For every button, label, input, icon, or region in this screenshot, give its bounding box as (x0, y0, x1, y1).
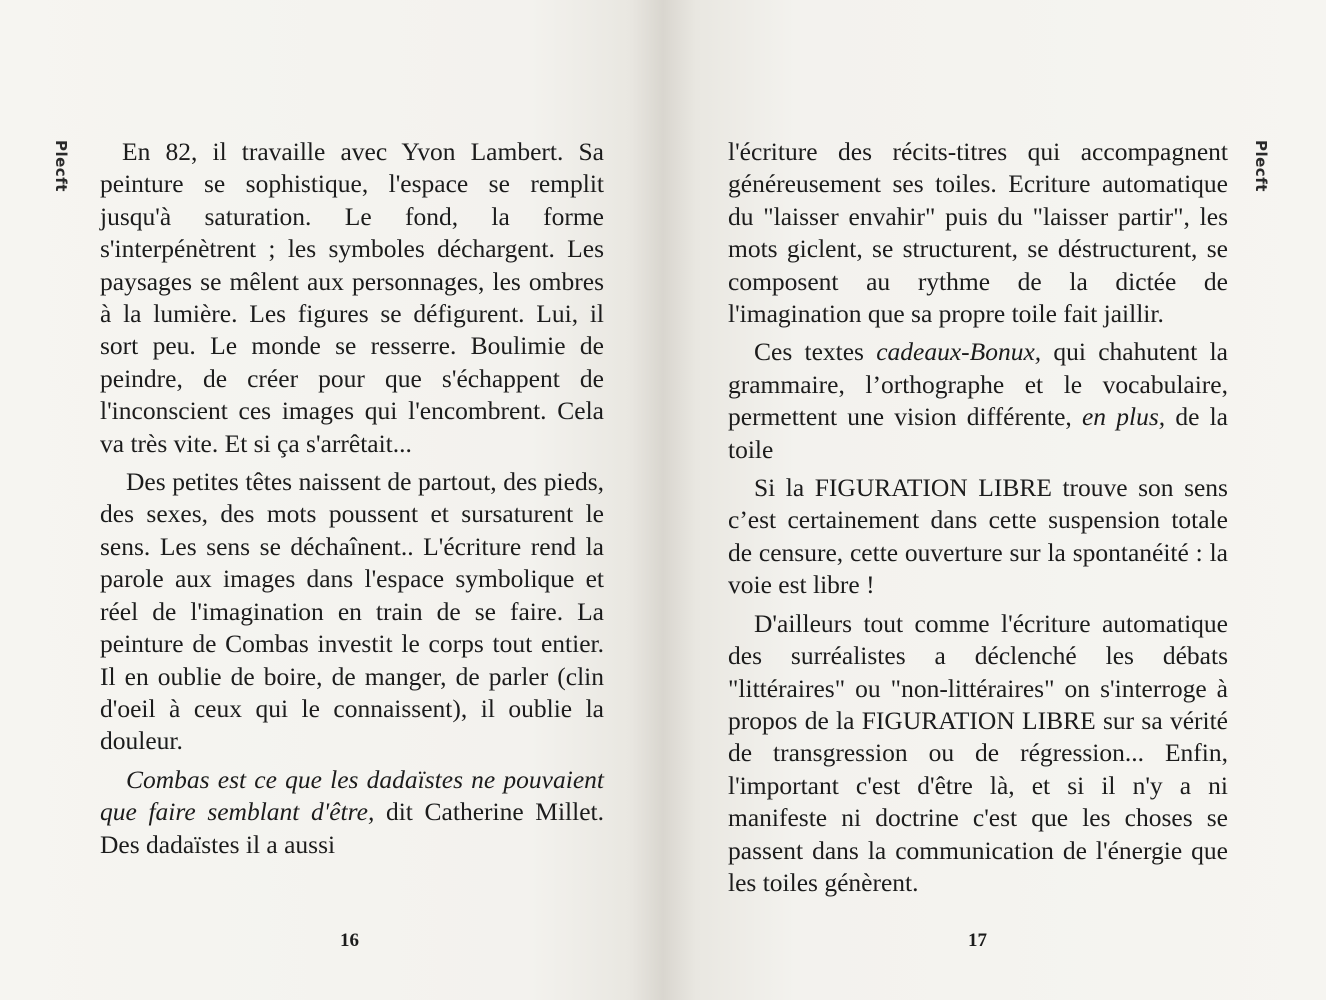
paragraph (728, 472, 1228, 602)
text-run: qui chahutent la grammaire, l’orthographe et le vocabulaire, permettent une vision différente, (728, 337, 1228, 432)
text-run: En 82, il travaille avec Yvon Lambert. Sa peinture se sophistique, l'espace se remplit jusqu'à saturation. Le fond, la forme s'interpénètrent ; les symboles déchargent. Les paysages se mêlent aux personnages, les ombres à la lumière. Les figures se défigurent. Lui, il sort peu. Le monde se resserre. Boulimie de peindre, de créer pour que s'échappent de l'inconscient ces images qui l'encombrent. Cela va très vite. Et si ça s'arrêtait... (100, 137, 604, 458)
text-run: Des petites têtes naissent de partout, des pieds, des sexes, des mots poussent et sursaturent le sens. Les sens se déchaînent.. L'écriture rend la parole aux images dans l'espace symbolique et réel de l'imagination en train de se faire. La peinture de Combas investit le corps tout entier. Il en oublie de boire, de manger, de parler (clin d'oeil à ceux qui le connaissent), il oublie la douleur. (100, 467, 604, 756)
left-text-block (100, 136, 604, 861)
paragraph (100, 136, 604, 460)
paragraph (728, 136, 1228, 330)
paragraph (728, 336, 1228, 466)
page-number: 17 (968, 930, 987, 951)
page-number: 16 (340, 930, 359, 951)
running-head-left: Plecft (52, 140, 70, 192)
right-text-block (728, 136, 1228, 899)
running-head-right: Plecft (1252, 140, 1270, 192)
text-run: de la toile (728, 402, 1228, 464)
paragraph (100, 466, 604, 758)
italic-run: Combas est ce que les dadaïstes ne pouvaient que faire semblant d'être, (100, 764, 604, 827)
right-page (663, 0, 1326, 1000)
text-run: Si la FIGURATION LIBRE trouve son sens c’est certainement dans cette suspension totale de censure, cette ouverture sur la spontanéité : la voie est libre ! (728, 473, 1228, 600)
paragraph (100, 764, 604, 861)
italic-run: cadeaux-Bonux, (876, 337, 1042, 367)
text-run: l'écriture des récits-titres qui accompagnent généreusement ses toiles. Ecriture automatique du "laisser envahir" puis du "laisser partir", les mots giclent, se structurent, se déstructurent, se composent au rythme de la dictée de l'imagination que sa propre toile fait jaillir. (728, 137, 1228, 329)
text-run: Ces textes (754, 337, 877, 367)
text-run: dit Catherine Millet. Des dadaïstes il a aussi (100, 797, 605, 859)
italic-run: en plus, (1081, 402, 1166, 432)
paragraph (728, 608, 1228, 900)
text-run: D'ailleurs tout comme l'écriture automatique des surréalistes a déclenché les débats "littéraires" ou "non-littéraires" on s'interroge à propos de la FIGURATION LIBRE sur sa vérité de transgression ou de régression... Enfin, l'important c'est d'être là, et si il n'y a ni manifeste ni doctrine c'est que les choses se passent dans la communication de l'énergie que les toiles génèrent. (728, 608, 1228, 897)
